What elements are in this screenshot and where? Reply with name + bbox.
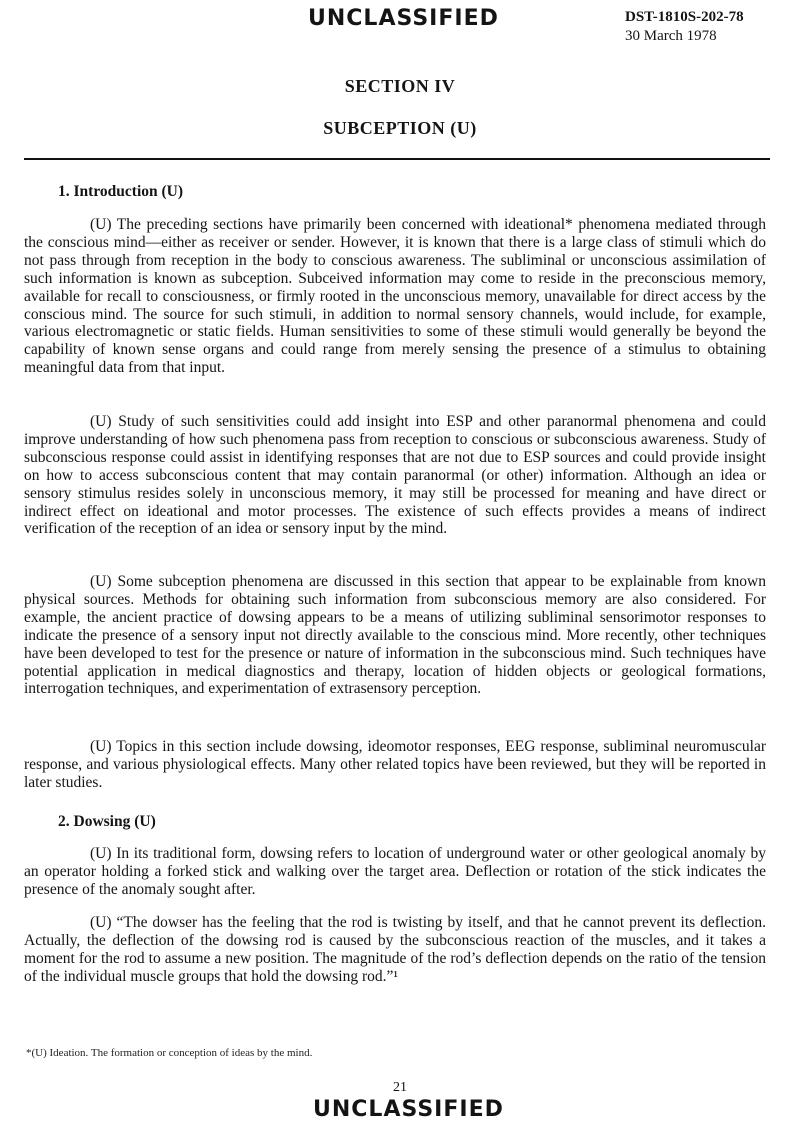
subsection-heading-dowsing: 2. Dowsing (U) (58, 813, 156, 830)
subsection-heading-introduction: 1. Introduction (U) (58, 183, 184, 200)
section-number: SECTION IV (344, 76, 456, 96)
classification-marking-top: UNCLASSIFIED (308, 6, 499, 31)
paragraph: (U) Study of such sensitivities could add insight into ESP and other paranormal phenomena and could improve understanding of how such phenomena pass from reception to conscious or subconscious awareness. Study of subconscious response could assist in identifying responses that are not due to ESP sources and could provide insight on how to access subconscious content that may contain paranormal (or other) information. Although an idea or sensory stimulus resides solely in unconscious memory, it may still be processed for meaning and have direct or indirect effect on ideational and motor processes. The existence of such effects provides a means of indirect verification of the reception of an idea or sensory input by the mind. (24, 413, 766, 538)
paragraph: (U) In its traditional form, dowsing refers to location of underground water or other geological anomaly by an operator holding a forked stick and walking over the target area. Deflection or rotation of the stick indicates the presence of the anomaly sought after. (24, 845, 766, 898)
horizontal-rule (24, 158, 770, 160)
page-number: 21 (393, 1080, 407, 1095)
paragraph: (U) The preceding sections have primarily been concerned with ideational* phenomena mediated through the conscious mind—either as receiver or sender. However, it is known that there is a large class of stimuli which do not pass through from reception in the body to conscious awareness. The subliminal or unconscious assimilation of such information is known as subception. Subceived information may come to reside in the preconscious memory, available for recall to consciousness, or firmly rooted in the unconscious memory, unavailable for direct access by the conscious mind. The source for such stimuli, in addition to normal sensory channels, would include, for example, various electromagnetic or static fields. Human sensitivities to some of these stimuli would generally be beyond the capability of known sense organs and could range from merely sensing the presence of a stimulus to obtaining meaningful data from that input. (24, 216, 766, 377)
classification-marking-bottom: UNCLASSIFIED (313, 1097, 504, 1122)
footnote: *(U) Ideation. The formation or conception of ideas by the mind. (26, 1047, 313, 1059)
paragraph: (U) Some subception phenomena are discussed in this section that appear to be explainable from known physical sources. Methods for obtaining such information from subconscious memory are also considered. For example, the ancient practice of dowsing appears to be a means of utilizing subliminal sensorimotor responses to indicate the presence of a sensory input not directly available to the conscious mind. More recently, other techniques have been developed to test for the presence or nature of information in the subconscious mind. Such techniques have potential application in medical diagnostics and therapy, location of hidden objects or geological formations, interrogation techniques, and experimentation of extrasensory perception. (24, 573, 766, 698)
section-title: SUBCEPTION (U) (323, 118, 477, 138)
paragraph: (U) Topics in this section include dowsing, ideomotor responses, EEG response, subliminal neuromuscular response, and various physiological effects. Many other related topics have been reviewed, but they will be reported in later studies. (24, 738, 766, 791)
paragraph: (U) “The dowser has the feeling that the rod is twisting by itself, and that he cannot prevent its deflection. Actually, the deflection of the dowsing rod is caused by the subconscious reaction of the muscles, and it takes a moment for the rod to assume a new position. The magnitude of the rod’s deflection depends on the ratio of the tension of the individual muscle groups that hold the dowsing rod.”¹ (24, 914, 766, 985)
document-date: 30 March 1978 (625, 28, 717, 44)
document-number: DST-1810S-202-78 (625, 9, 744, 25)
